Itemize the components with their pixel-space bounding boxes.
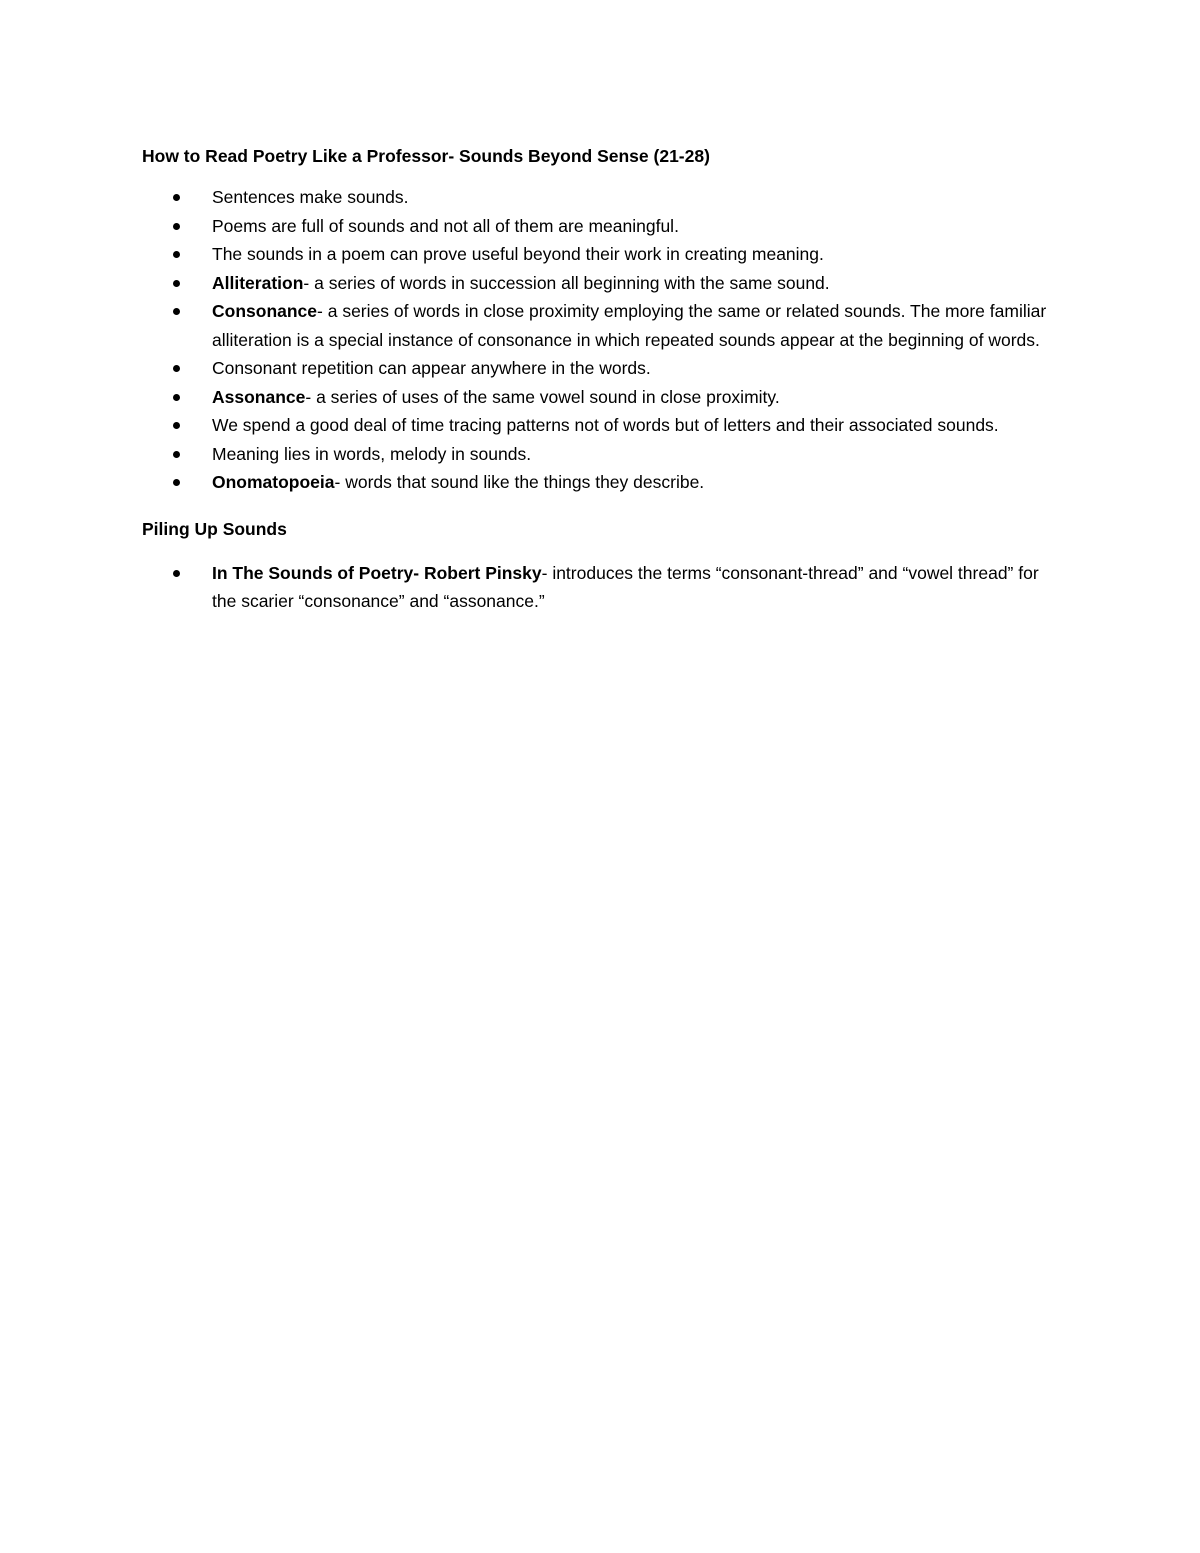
list-item bbox=[142, 297, 1062, 354]
term-label: Assonance bbox=[212, 386, 306, 407]
item-text: The sounds in a poem can prove useful beyond their work in creating meaning. bbox=[212, 244, 824, 264]
list-item bbox=[142, 354, 1062, 383]
document-heading: How to Read Poetry Like a Professor- Sounds Beyond Sense (21-28) bbox=[142, 146, 710, 166]
bullet-icon bbox=[173, 194, 180, 201]
term-label: Consonance bbox=[212, 301, 318, 321]
bullet-icon bbox=[173, 451, 180, 458]
list-item bbox=[142, 411, 1062, 440]
item-text: Consonant repetition can appear anywhere in the words. bbox=[212, 358, 651, 378]
term-label: Alliteration bbox=[212, 272, 304, 293]
term-label: In The Sounds of Poetry- Robert Pinsky bbox=[212, 562, 542, 583]
bullet-icon bbox=[173, 394, 180, 401]
list-item bbox=[142, 269, 1062, 298]
bullet-icon bbox=[173, 422, 180, 429]
list-item bbox=[142, 212, 1062, 241]
list-item bbox=[142, 240, 1062, 269]
section-heading: Piling Up Sounds bbox=[142, 518, 287, 539]
bullet-icon bbox=[173, 251, 180, 258]
list-item bbox=[142, 183, 1062, 212]
section-bullet-list bbox=[142, 559, 1062, 616]
item-text: - a series of uses of the same vowel sound in close proximity. bbox=[305, 386, 780, 407]
bullet-list bbox=[142, 183, 1062, 497]
item-text: - a series of words in succession all beginning with the same sound. bbox=[303, 272, 830, 293]
bullet-icon bbox=[173, 280, 180, 287]
list-item bbox=[142, 440, 1062, 469]
bullet-icon bbox=[173, 223, 180, 230]
list-item bbox=[142, 383, 1062, 412]
item-text: Sentences make sounds. bbox=[212, 187, 409, 207]
item-text: - words that sound like the things they describe. bbox=[334, 472, 705, 492]
document-content bbox=[142, 142, 1062, 616]
item-text: - a series of words in close proximity employing the same or related sounds. The more familiar alliteration is a special instance of consonance in which repeated sounds appear at the beginning of words. bbox=[212, 301, 1047, 350]
bullet-icon bbox=[173, 479, 180, 486]
term-label: Onomatopoeia bbox=[212, 472, 335, 492]
bullet-icon bbox=[173, 308, 180, 315]
bullet-icon bbox=[173, 570, 180, 577]
item-text: Poems are full of sounds and not all of them are meaningful. bbox=[212, 215, 679, 236]
list-item bbox=[142, 559, 1062, 616]
item-text: Meaning lies in words, melody in sounds. bbox=[212, 443, 532, 464]
bullet-icon bbox=[173, 365, 180, 372]
item-text: We spend a good deal of time tracing patterns not of words but of letters and their associated sounds. bbox=[212, 415, 999, 435]
list-item bbox=[142, 468, 1062, 497]
item-text: - introduces the terms “consonant-thread” and “vowel thread” for the scarier “consonance” and “assonance.” bbox=[212, 562, 1039, 611]
